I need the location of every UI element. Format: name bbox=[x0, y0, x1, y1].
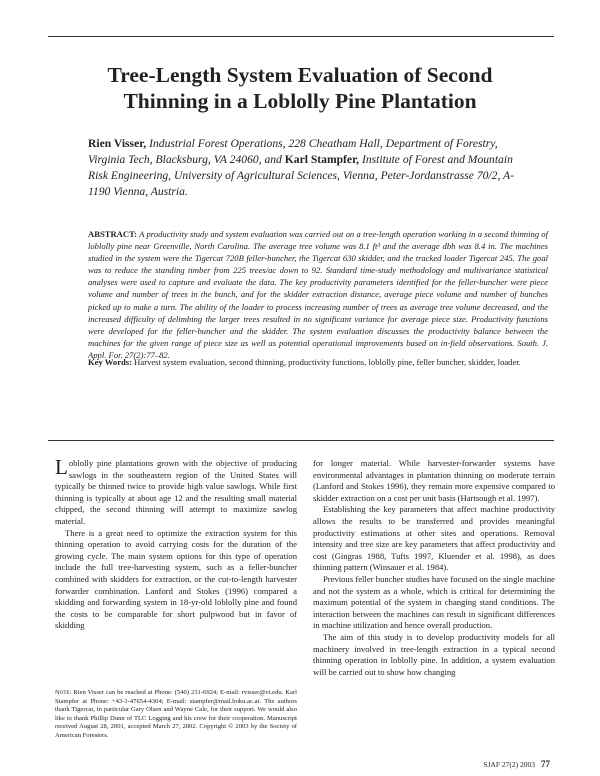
author-block bbox=[88, 136, 528, 200]
body-paragraph: The aim of this study is to develop productivity models for all machinery involved in tree-length extraction in a typical second thinning operation in loblolly pine. In addition, a system evaluation will be carried out to show how changing bbox=[313, 631, 555, 677]
author-note bbox=[55, 689, 297, 741]
author-1-name: Rien Visser, bbox=[88, 137, 147, 150]
author-2-affiliation: Institute of Forest and Mountain Risk Engineering, University of Agricultural Sciences, Vienna, Peter-Jordanstrasse 70/2, A-1190 Vienna, Austria. bbox=[88, 153, 514, 198]
keywords-label: Key Words: bbox=[88, 357, 133, 367]
body-column-left bbox=[55, 455, 297, 632]
body-column-right bbox=[313, 458, 555, 678]
keywords bbox=[88, 356, 548, 368]
abstract-label: ABSTRACT: bbox=[88, 229, 138, 239]
body-paragraph: for longer material. While harvester-forwarder systems have environmental advantages in plantation thinning on moderate terrain (Lanford and Stokes 1996), they remain more expensive compared to skidder extraction on a cost per unit basis (Hartsough et al. 1997). bbox=[313, 458, 555, 503]
drop-cap: L bbox=[55, 455, 68, 479]
body-paragraph bbox=[55, 455, 297, 528]
title-line-1: Tree-Length System Evaluation of Second bbox=[107, 63, 493, 87]
abstract bbox=[88, 228, 548, 361]
title-line-2: Thinning in a Loblolly Pine Plantation bbox=[123, 89, 477, 113]
article-title bbox=[40, 62, 560, 114]
note-label: Note: bbox=[55, 689, 72, 696]
page-number: 77 bbox=[541, 759, 550, 769]
author-1-affiliation: Industrial Forest Operations, 228 Cheatham Hall, Department of Forestry, Virginia Tech, Blacksburg, VA 24060, and bbox=[88, 137, 498, 166]
paragraph-text: oblolly pine plantations grown with the objective of producing sawlogs in the southeastern region of the United States will typically be thinned twice to provide high value sawlogs. While first thinning is typically at about age 12 and the resulting small material chipped, the second thinning will attempt to maximize sawlog material. bbox=[55, 458, 297, 526]
body-paragraph: There is a great need to optimize the extraction system for this thinning operation to avoid carrying costs for the duration of the growing cycle. The main system options for this type of operation include the full tree-harvesting system, such as a feller-buncher combined with skidders for extraction, or the cut-to-length harvester forwarder combination. Lanford and Stokes (1996) compared a skidding and forwarding system in 18-yr-old loblolly pine and found the costs to be comparable for short pulpwood but in favor of skidding bbox=[55, 527, 297, 631]
keywords-text: Harvest system evaluation, second thinning, productivity functions, loblolly pine, feller buncher, skidder, loader. bbox=[134, 357, 521, 367]
page-footer bbox=[400, 759, 550, 769]
journal-citation: SJAF 27(2) 2003 bbox=[483, 760, 535, 769]
abstract-text: A productivity study and system evaluation was carried out on a tree-length operation working in a second thinning of loblolly pine near Greenville, North Carolina. The average tree volume was 8.1 ft³ and the average dbh was 8.4 in. The machines studied in the system were the Tigercat 720B feller-buncher, the Tigercat 630 skidder, and the tracked loader Tigercat 245. The goal was to reduce the standing timber from 225 trees/ac down to 92. Standard time-study methodology and multivariance statistical analyses were used to capture and evaluate the data. The key productivity parameters identified for the feller-buncher were piece volume and number of trees in the bunch, and for the skidder extraction distance, average piece volume and number of bunches picked up to make a turn. The ability of the loader to process increasing number of trees as average tree volume decreased, and the increased difficulty of delimbing the larger trees resulted in no significant variance for average piece size. Productivity functions were developed for the feller-buncher and the skidder. The system evaluation discusses the productivity balance between the machines for the given range of piece size as well as potential operational improvements based on in-field observations. South. J. Appl. For. 27(2):77–82. bbox=[88, 229, 548, 360]
body-paragraph: Establishing the key parameters that affect machine productivity allows the results to be transferred and provides meaningful productivity estimations at other sites and operations. Removal intensity and tree size are key parameters that affect productivity and cost (Gingras 1988, Tufts 1997, Kluender et al. 1998), as does thinning pattern (Winsauer et al. 1984). bbox=[313, 504, 555, 573]
section-rule bbox=[48, 440, 554, 441]
body-paragraph: Previous feller buncher studies have focused on the single machine and not the system as a whole, which is critical for determining the maximum potential of the system in changing stand conditions. The interaction between the machines can result in significant differences in machine utilization and hence overall production. bbox=[313, 573, 555, 631]
top-rule bbox=[48, 36, 554, 37]
author-2-name: Karl Stampfer, bbox=[284, 153, 360, 166]
note-text: Rien Visser can be reached at Phone: (540) 231-6924; E-mail: rvisser@vt.edu. Karl Stampfer at Phone: +43-1-47654-4304; E-mail: stampfer@mail.boku.ac.at. The authors thank Tigercat, in particular Gary Olsen and Wayne Cale, for their support. We would also like to thank Phillip Dunn of TLC Logging and his crew for their cooperation. Manuscript received August 28, 2001, accepted March 27, 2002. Copyright © 2003 by the Society of American Foresters. bbox=[55, 689, 298, 739]
